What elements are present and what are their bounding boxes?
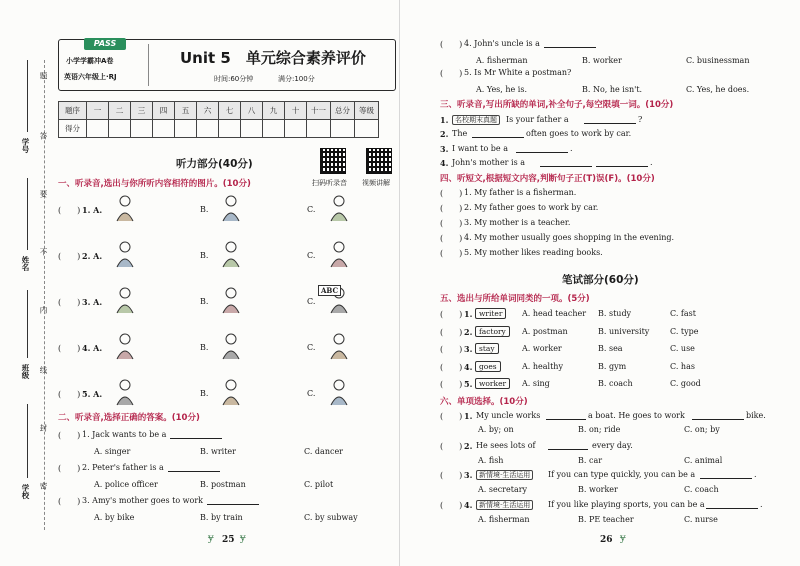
question-number: 1. A. bbox=[82, 205, 103, 215]
score-header-cell: 八 bbox=[241, 102, 263, 120]
score-input-cell[interactable] bbox=[109, 120, 131, 138]
answer-blank[interactable]: ( ) bbox=[58, 431, 81, 440]
score-header-cell: 等级 bbox=[355, 102, 379, 120]
answer-blank[interactable]: ( ) bbox=[58, 206, 81, 215]
fill-blank[interactable] bbox=[692, 411, 744, 420]
given-word: goes bbox=[475, 361, 501, 372]
question-text: every day. bbox=[592, 441, 633, 450]
score-input-cell[interactable] bbox=[331, 120, 355, 138]
option-b[interactable]: B. worker bbox=[582, 56, 622, 65]
answer-blank[interactable]: ( ) bbox=[440, 471, 463, 480]
option-b-label: B. bbox=[200, 343, 209, 352]
option-a[interactable]: A. fish bbox=[478, 456, 504, 465]
score-row-label: 得分 bbox=[59, 120, 87, 138]
statement-text: 4. My mother usually goes shopping in the evening. bbox=[464, 233, 675, 242]
score-header-cell: 十 bbox=[285, 102, 307, 120]
score-header-cell: 四 bbox=[153, 102, 175, 120]
answer-blank[interactable]: ( ) bbox=[58, 464, 81, 473]
fill-blank[interactable] bbox=[706, 500, 758, 509]
seal-char: 要 bbox=[39, 190, 48, 198]
student-id-field[interactable] bbox=[27, 60, 28, 132]
score-input-cell[interactable] bbox=[153, 120, 175, 138]
question-number: 3. bbox=[464, 470, 473, 480]
given-word: worker bbox=[475, 378, 510, 389]
answer-blank[interactable]: ( ) bbox=[440, 189, 463, 198]
answer-blank[interactable]: ( ) bbox=[440, 345, 463, 354]
option-a[interactable]: A. postman bbox=[522, 326, 568, 336]
option-c[interactable]: C. good bbox=[670, 379, 701, 388]
question-text: . bbox=[760, 500, 763, 509]
option-c[interactable]: C. on; by bbox=[684, 425, 720, 434]
score-input-cell[interactable] bbox=[307, 120, 331, 138]
fill-blank[interactable] bbox=[540, 158, 592, 167]
question-text: My uncle works bbox=[476, 411, 541, 420]
picture-c[interactable] bbox=[320, 377, 358, 407]
question-text: . bbox=[570, 144, 573, 153]
picture-a[interactable] bbox=[106, 285, 144, 315]
question-number: 3. bbox=[464, 344, 473, 354]
option-c[interactable]: C. type bbox=[670, 326, 699, 336]
score-header-row bbox=[59, 102, 379, 120]
answer-blank[interactable]: ( ) bbox=[440, 69, 463, 78]
option-b[interactable]: B. postman bbox=[200, 480, 246, 489]
question-number: 4. bbox=[440, 158, 449, 168]
seal-char: 题 bbox=[39, 72, 48, 80]
question-tag: 名校期末真题 bbox=[452, 115, 500, 125]
time-label: 时间:60分钟 bbox=[214, 75, 254, 83]
question-number: 2. bbox=[440, 129, 449, 139]
option-c[interactable]: C. pilot bbox=[304, 480, 334, 489]
section-5-title: 五、选出与所给单词同类的一项。(5分) bbox=[440, 294, 590, 304]
score-header-cell: 二 bbox=[109, 102, 131, 120]
question-number: 5. bbox=[464, 379, 473, 389]
seal-char: 封 bbox=[39, 424, 48, 432]
full-score-label: 满分:100分 bbox=[278, 75, 315, 83]
answer-blank[interactable]: ( ) bbox=[440, 380, 463, 389]
right-page bbox=[400, 0, 800, 566]
question-number: 2. bbox=[464, 441, 473, 451]
option-c-label: C. bbox=[307, 251, 316, 260]
series-name: 小学学霸冲A卷 bbox=[66, 57, 114, 65]
option-c[interactable]: C. coach bbox=[684, 485, 719, 494]
name-label: 姓名 bbox=[21, 256, 30, 271]
seal-char: 密 bbox=[39, 482, 48, 490]
name-field[interactable] bbox=[27, 178, 28, 250]
page-title: Unit 5 单元综合素养评价 bbox=[180, 49, 366, 67]
option-b[interactable]: B. sea bbox=[598, 344, 623, 353]
option-c[interactable]: C. by subway bbox=[304, 513, 358, 522]
section-4-title: 四、听短文,根据短文内容,判断句子正(T)误(F)。(10分) bbox=[440, 174, 655, 184]
school-field[interactable] bbox=[27, 404, 28, 478]
fill-blank[interactable] bbox=[548, 441, 588, 450]
section-3-title: 三、听录音,写出所缺的单词,补全句子,每空限填一词。(10分) bbox=[440, 100, 674, 110]
score-input-cell[interactable] bbox=[175, 120, 197, 138]
fill-blank[interactable] bbox=[544, 39, 596, 48]
score-value-row[interactable] bbox=[59, 120, 379, 138]
question-number: 4. bbox=[464, 500, 473, 510]
picture-a[interactable] bbox=[106, 193, 144, 223]
score-input-cell[interactable] bbox=[263, 120, 285, 138]
section-1-title: 一、听录音,选出与你所听内容相符的图片。(10分) bbox=[58, 179, 251, 189]
option-b[interactable]: B. No, he isn't. bbox=[582, 85, 643, 94]
writing-heading: 笔试部分(60分) bbox=[562, 274, 639, 286]
option-b[interactable]: B. car bbox=[578, 456, 603, 465]
qr-caption-video: 视频讲解 bbox=[362, 179, 390, 187]
question-text: John's mother is a bbox=[452, 158, 526, 167]
question-text: often goes to work by car. bbox=[526, 129, 632, 138]
picture-a[interactable] bbox=[106, 377, 144, 407]
fill-blank[interactable] bbox=[472, 129, 524, 138]
statement-text: 3. My mother is a teacher. bbox=[464, 218, 571, 227]
option-c[interactable]: C. has bbox=[670, 361, 695, 371]
option-b-label: B. bbox=[200, 205, 209, 214]
seal-char: 线 bbox=[39, 366, 48, 374]
score-input-cell[interactable] bbox=[197, 120, 219, 138]
option-a[interactable]: A. singer bbox=[94, 447, 131, 456]
statement-text: 5. My mother likes reading books. bbox=[464, 248, 603, 257]
question-text: 5. Is Mr White a postman? bbox=[464, 68, 572, 77]
score-header-cell: 题序 bbox=[59, 102, 87, 120]
question-number: 1. bbox=[440, 115, 449, 125]
answer-blank[interactable]: ( ) bbox=[58, 252, 81, 261]
question-text: The bbox=[452, 129, 468, 138]
answer-blank[interactable]: ( ) bbox=[440, 412, 463, 421]
statement-text: 1. My father is a fisherman. bbox=[464, 188, 577, 197]
section-6-title: 六、单项选择。(10分) bbox=[440, 397, 528, 407]
plant-icon: ɏ bbox=[620, 533, 626, 544]
listening-heading: 听力部分(40分) bbox=[176, 158, 253, 170]
option-c[interactable]: C. use bbox=[670, 344, 695, 353]
answer-blank[interactable]: ( ) bbox=[440, 310, 463, 319]
option-b[interactable]: B. by train bbox=[200, 513, 243, 522]
question-text: a boat. He goes to work bbox=[588, 411, 685, 420]
option-a[interactable]: A. sing bbox=[522, 379, 550, 388]
question-text: Is your father a bbox=[506, 115, 569, 124]
option-c[interactable]: C. fast bbox=[670, 309, 696, 318]
option-a[interactable]: A. head teacher bbox=[522, 309, 587, 318]
picture-a[interactable] bbox=[106, 331, 144, 361]
fill-blank[interactable] bbox=[584, 115, 636, 124]
plant-icon: ɏ bbox=[208, 533, 214, 544]
option-b-label: B. bbox=[200, 297, 209, 306]
question-number: 5. A. bbox=[82, 389, 103, 399]
option-c-label: C. bbox=[307, 343, 316, 352]
question-number: 4. A. bbox=[82, 343, 103, 353]
option-b-label: B. bbox=[200, 251, 209, 260]
fill-blank[interactable] bbox=[168, 463, 220, 472]
answer-blank[interactable]: ( ) bbox=[440, 204, 463, 213]
question-number: 2. bbox=[464, 326, 473, 337]
option-b[interactable]: B. worker bbox=[578, 485, 618, 494]
answer-blank[interactable]: ( ) bbox=[440, 234, 463, 243]
answer-blank[interactable]: ( ) bbox=[440, 501, 463, 510]
question-number: 1. bbox=[464, 411, 473, 421]
score-header-cell: 十一 bbox=[307, 102, 331, 120]
picture-c[interactable] bbox=[320, 331, 358, 361]
question-text: . bbox=[754, 470, 757, 479]
score-input-cell[interactable] bbox=[219, 120, 241, 138]
seal-line bbox=[44, 60, 45, 530]
statement-text: 2. My father goes to work by car. bbox=[464, 203, 599, 212]
question-text: I want to be a bbox=[452, 144, 508, 153]
option-c[interactable]: C. businessman bbox=[686, 56, 750, 65]
answer-blank[interactable]: ( ) bbox=[58, 497, 81, 506]
option-b[interactable]: B. writer bbox=[200, 447, 236, 456]
section-2-title: 二、听录音,选择正确的答案。(10分) bbox=[58, 413, 200, 423]
picture-b[interactable] bbox=[212, 239, 250, 269]
class-field[interactable] bbox=[27, 290, 28, 358]
brand-logo: PASS bbox=[84, 38, 126, 50]
option-c-label: C. bbox=[307, 205, 316, 214]
fill-blank[interactable] bbox=[170, 430, 222, 439]
page-number: 26 bbox=[600, 535, 613, 545]
score-input-cell[interactable] bbox=[285, 120, 307, 138]
answer-blank[interactable]: ( ) bbox=[58, 344, 81, 353]
option-c[interactable]: C. Yes, he does. bbox=[686, 85, 750, 94]
seal-char: 内 bbox=[39, 306, 48, 314]
option-a[interactable]: A. by bike bbox=[94, 513, 135, 522]
answer-blank[interactable]: ( ) bbox=[440, 40, 463, 49]
plant-icon: ɏ bbox=[240, 533, 246, 544]
seal-char: 不 bbox=[39, 248, 48, 256]
option-c-label: C. bbox=[307, 297, 316, 306]
option-a[interactable]: A. worker bbox=[522, 344, 562, 353]
picture-a[interactable] bbox=[106, 239, 144, 269]
score-header-cell: 六 bbox=[197, 102, 219, 120]
question-text: . bbox=[650, 158, 653, 167]
student-id-label: 学号 bbox=[21, 138, 30, 153]
answer-blank[interactable]: ( ) bbox=[440, 327, 463, 337]
fill-blank[interactable] bbox=[596, 158, 648, 167]
option-b-label: B. bbox=[200, 389, 209, 398]
score-input-cell[interactable] bbox=[241, 120, 263, 138]
answer-blank[interactable]: ( ) bbox=[440, 219, 463, 228]
picture-b[interactable] bbox=[212, 331, 250, 361]
qr-code-icon[interactable] bbox=[320, 148, 346, 174]
qr-code-icon[interactable] bbox=[366, 148, 392, 174]
option-c[interactable]: C. dancer bbox=[304, 447, 344, 456]
question-text: 1. Jack wants to be a bbox=[82, 430, 167, 439]
answer-blank[interactable]: ( ) bbox=[440, 442, 463, 451]
score-header-cell: 三 bbox=[131, 102, 153, 120]
fill-blank[interactable] bbox=[700, 470, 752, 479]
option-a[interactable]: A. secretary bbox=[478, 485, 528, 494]
qr-caption-audio: 扫码听录音 bbox=[312, 179, 347, 187]
picture-b[interactable] bbox=[212, 377, 250, 407]
answer-blank[interactable]: ( ) bbox=[440, 249, 463, 258]
question-text: He sees lots of bbox=[476, 441, 536, 450]
given-word: writer bbox=[475, 308, 506, 319]
question-text: 4. John's uncle is a bbox=[464, 39, 540, 48]
answer-blank[interactable]: ( ) bbox=[58, 298, 81, 307]
score-header-cell: 总分 bbox=[331, 102, 355, 120]
fill-blank[interactable] bbox=[546, 411, 586, 420]
question-tag: 新情境·生活运用 bbox=[476, 470, 533, 480]
option-b[interactable]: B. PE teacher bbox=[578, 515, 634, 524]
option-c-label: C. bbox=[307, 389, 316, 398]
blackboard-label: ABC bbox=[318, 285, 341, 296]
question-number: 2. A. bbox=[82, 251, 103, 261]
given-word: stay bbox=[475, 343, 499, 354]
question-number: 4. bbox=[464, 361, 473, 372]
header-separator bbox=[148, 44, 149, 86]
question-number: 3. bbox=[440, 144, 449, 154]
question-number: 3. A. bbox=[82, 297, 103, 307]
option-a[interactable]: A. fisherman bbox=[476, 56, 528, 65]
option-a[interactable]: A. fisherman bbox=[478, 515, 530, 524]
option-a[interactable]: A. police officer bbox=[94, 480, 158, 489]
question-tag: 新情境·生活运用 bbox=[476, 500, 533, 510]
score-header-cell: 五 bbox=[175, 102, 197, 120]
question-text: bike. bbox=[746, 411, 766, 420]
option-b[interactable]: B. coach bbox=[598, 379, 633, 388]
fill-blank[interactable] bbox=[207, 496, 259, 505]
question-text: If you like playing sports, you can be a bbox=[548, 500, 705, 509]
fill-blank[interactable] bbox=[516, 144, 568, 153]
page-number: 25 bbox=[222, 535, 235, 545]
score-input-cell[interactable] bbox=[355, 120, 379, 138]
option-b[interactable]: B. study bbox=[598, 309, 632, 318]
score-table bbox=[58, 101, 379, 138]
picture-c[interactable] bbox=[320, 193, 358, 223]
option-c[interactable]: C. animal bbox=[684, 456, 723, 465]
score-input-cell[interactable] bbox=[131, 120, 153, 138]
question-text: 2. Peter's father is a bbox=[82, 463, 164, 472]
seal-char: 答 bbox=[39, 132, 48, 140]
score-header-cell: 一 bbox=[87, 102, 109, 120]
given-word: factory bbox=[475, 326, 510, 337]
option-a[interactable]: A. healthy bbox=[522, 361, 563, 371]
question-number: 1. bbox=[464, 309, 473, 319]
score-header-cell: 七 bbox=[219, 102, 241, 120]
score-header-cell: 九 bbox=[263, 102, 285, 120]
answer-blank[interactable]: ( ) bbox=[58, 390, 81, 399]
option-c[interactable]: C. nurse bbox=[684, 515, 718, 524]
option-b[interactable]: B. on; ride bbox=[578, 425, 621, 434]
question-text: If you can type quickly, you can be a bbox=[548, 470, 696, 479]
grade-label: 英语六年级上·RJ bbox=[64, 73, 117, 81]
answer-blank[interactable]: ( ) bbox=[440, 362, 463, 372]
option-b[interactable]: B. gym bbox=[598, 361, 627, 371]
option-a[interactable]: A. by; on bbox=[478, 425, 514, 434]
option-a[interactable]: A. Yes, he is. bbox=[476, 85, 528, 94]
class-label: 班级 bbox=[21, 364, 30, 379]
picture-b[interactable] bbox=[212, 285, 250, 315]
score-input-cell[interactable] bbox=[87, 120, 109, 138]
question-text: ? bbox=[638, 115, 643, 124]
question-text: 3. Amy's mother goes to work bbox=[82, 496, 204, 505]
picture-b[interactable] bbox=[212, 193, 250, 223]
option-b[interactable]: B. university bbox=[598, 326, 650, 336]
picture-c[interactable] bbox=[320, 239, 358, 269]
school-label: 学校 bbox=[21, 484, 30, 499]
